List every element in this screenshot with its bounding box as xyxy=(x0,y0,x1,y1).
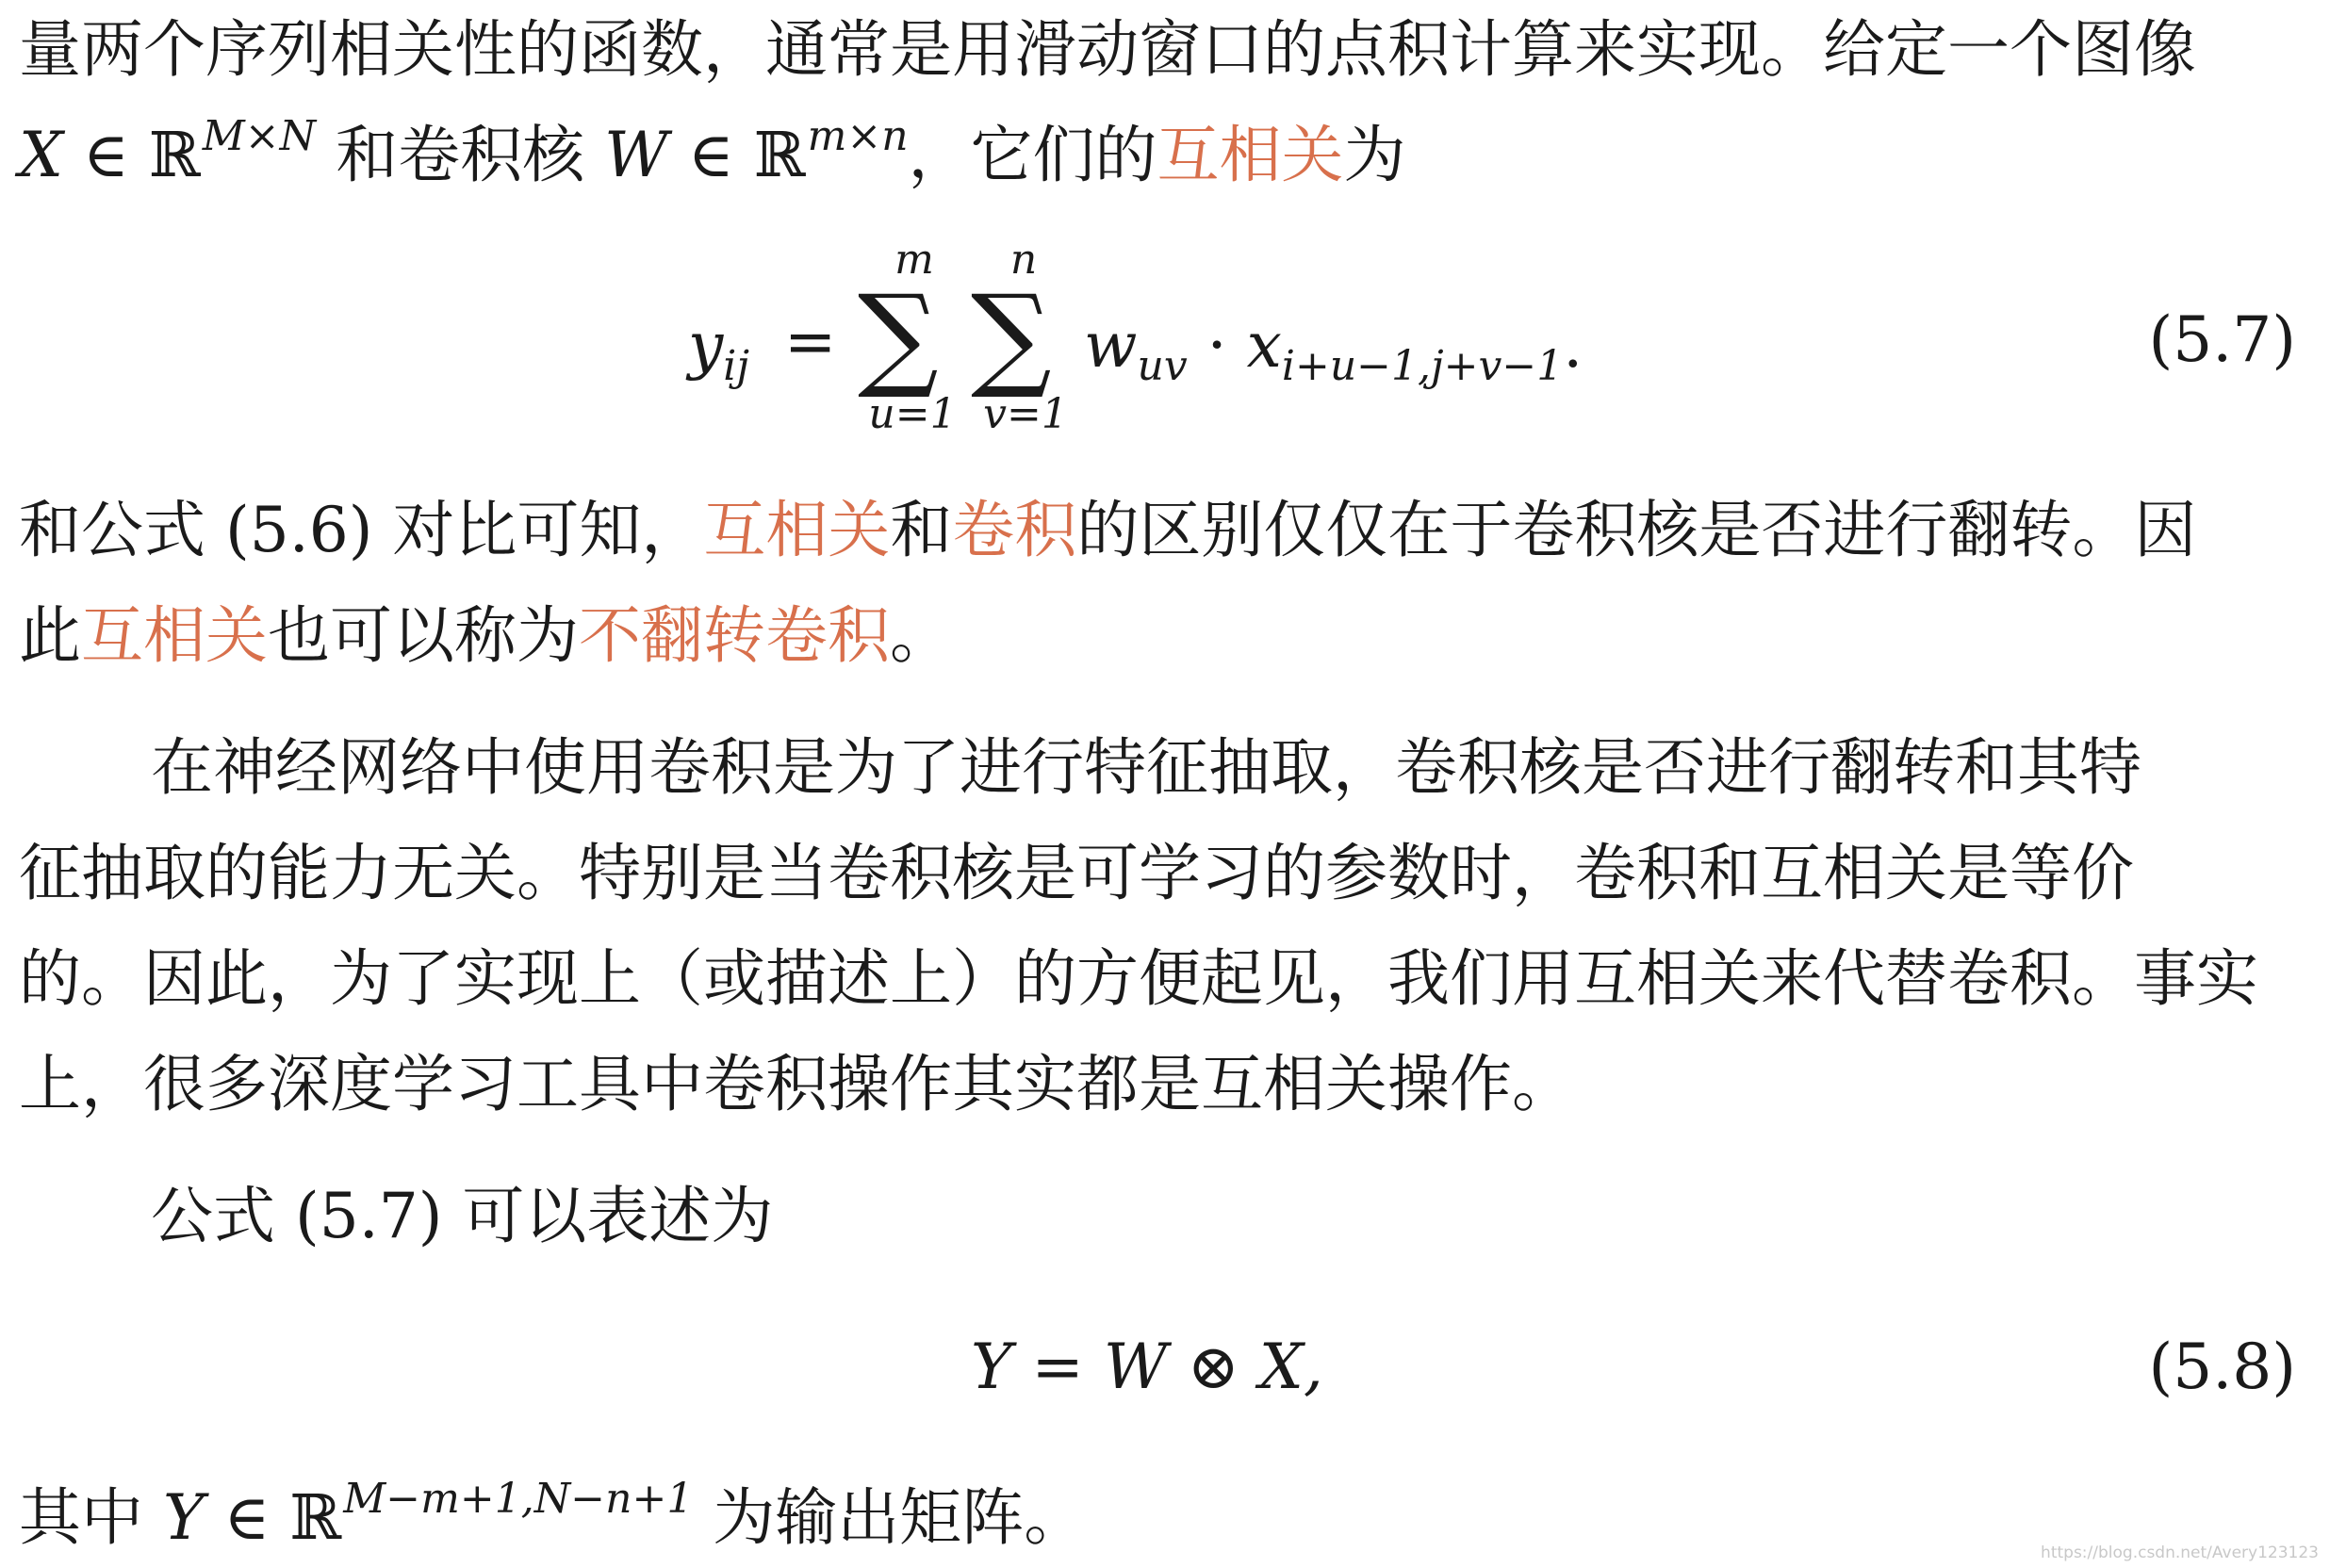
p2-text-c: 的区别仅仅在于卷积核是否进行翻转。因 xyxy=(1076,494,2197,566)
element-of-symbol-3: ∈ xyxy=(204,1481,290,1554)
p2-text-a: 和公式 (5.6) 对比可知， xyxy=(19,494,704,566)
sum2-lower-limit: v=1 xyxy=(983,390,1068,438)
symbol-X: X xyxy=(19,119,63,191)
p2-text-also-called: 也可以称为 xyxy=(268,599,579,672)
p5-text-where: 其中 xyxy=(19,1481,163,1554)
equation-number-5-8: (5.8) xyxy=(2148,1331,2296,1403)
paragraph3-line3: 的。因此，为了实现上（或描述上）的方便起见，我们用互相关来代替卷积。事实 xyxy=(19,942,2258,1015)
p2-text-and: 和 xyxy=(890,494,953,566)
rhs-x-subscript: i+u−1,j+v−1 xyxy=(1281,342,1564,390)
sum1-upper-limit: m xyxy=(894,236,934,284)
rhs-w: w xyxy=(1084,309,1138,382)
equation-number-5-7: (5.7) xyxy=(2148,303,2296,376)
rhs-period: . xyxy=(1563,309,1583,382)
text-their: ，它们的 xyxy=(908,119,1157,191)
paragraph3-line2: 征抽取的能力无关。特别是当卷积核是可学习的参数时，卷积和互相关是等价 xyxy=(19,837,2134,909)
real-numbers-symbol-3: ℝ xyxy=(289,1481,342,1554)
summation-symbol-2: ∑ xyxy=(971,271,1052,402)
symbol-Y: Y xyxy=(162,1481,205,1554)
element-of-symbol-2: ∈ xyxy=(687,119,734,191)
real-numbers-symbol-2: ℝ xyxy=(753,119,806,191)
watermark-url: https://blog.csdn.net/Avery123123 xyxy=(2041,1544,2319,1562)
p2-text-thus: 此 xyxy=(19,599,81,672)
paragraph3-line4: 上，很多深度学习工具中卷积操作其实都是互相关操作。 xyxy=(19,1048,1574,1120)
output-dimension-superscript: M−m+1,N−n+1 xyxy=(343,1475,694,1523)
p5-text-output-matrix: 为输出矩阵。 xyxy=(693,1481,1087,1554)
rhs-w-subscript: uv xyxy=(1137,342,1188,390)
paragraph2-line1 xyxy=(19,494,2197,566)
equation-5-7 xyxy=(679,236,1715,443)
equation-rhs xyxy=(1084,309,1583,390)
lhs-subscript: ij xyxy=(723,342,750,390)
term-unflipped-convolution: 不翻转卷积 xyxy=(579,599,890,672)
paragraph2-line2 xyxy=(19,599,952,672)
symbol-W: W xyxy=(604,119,668,191)
text-is: 为 xyxy=(1343,119,1406,191)
text-and-kernel: 和卷积核 xyxy=(316,119,605,191)
sum1-lower-limit: u=1 xyxy=(868,390,957,438)
term-convolution: 卷积 xyxy=(952,494,1077,566)
dimension-superscript-1: M×N xyxy=(202,112,317,160)
term-cross-correlation: 互相关 xyxy=(1157,119,1344,191)
sum2-upper-limit: n xyxy=(1009,236,1038,284)
summation-symbol-1: ∑ xyxy=(858,271,939,402)
dimension-superscript-2: m×n xyxy=(807,112,909,160)
equation-lhs xyxy=(688,309,750,390)
paragraph1-line2 xyxy=(19,112,1406,194)
rhs-dot: · xyxy=(1187,309,1247,382)
paragraph4-line1: 公式 (5.7) 可以表述为 xyxy=(151,1180,774,1252)
lhs-y: y xyxy=(688,309,724,382)
term-cross-correlation-2: 互相关 xyxy=(703,494,891,566)
term-cross-correlation-3: 互相关 xyxy=(81,599,268,672)
paragraph1-line1: 量两个序列相关性的函数，通常是用滑动窗口的点积计算来实现。给定一个图像 xyxy=(19,13,2196,86)
p2-period: 。 xyxy=(890,599,952,672)
real-numbers-symbol: ℝ xyxy=(148,119,201,191)
element-of-symbol: ∈ xyxy=(82,119,129,191)
paragraph5-line1 xyxy=(19,1475,1087,1557)
equals-sign: = xyxy=(784,305,837,378)
paragraph3-line1: 在神经网络中使用卷积是为了进行特征抽取，卷积核是否进行翻转和其特 xyxy=(151,731,2141,804)
equation-5-8: Y = W ⊗ X, xyxy=(971,1331,1323,1403)
rhs-x: x xyxy=(1246,309,1282,382)
